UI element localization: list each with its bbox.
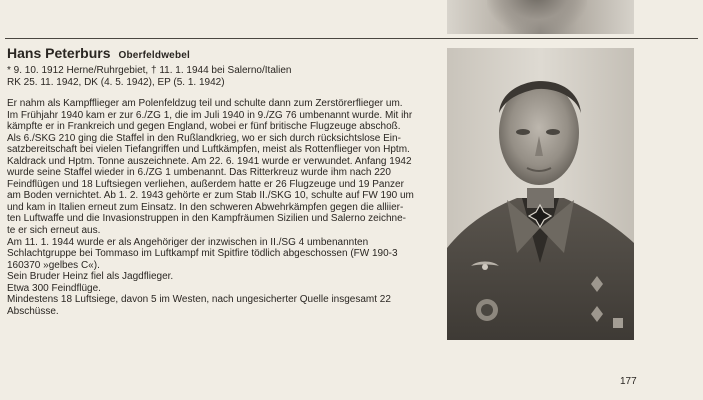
biography-line: ten Luftwaffe und die Invasionstruppen in den Kampfräumen Sizilien und Salerno zeichne-	[7, 213, 406, 225]
biography-line: Als 6./SKG 210 ging die Staffel in den Rußlandkrieg, wo er sich durch rücksichtslose Ein-	[7, 132, 401, 144]
entry-header	[7, 44, 439, 65]
page-number: 177	[620, 376, 637, 387]
biography-line: kämpfte er in Frankreich und gegen England, wobei er fünf britische Flugzeuge abschoß.	[7, 121, 401, 133]
biography-line: Kaldrack und Hptm. Tonne auszeichnete. Am 22. 6. 1941 wurde er verwundet. Anfang 1942	[7, 155, 412, 167]
biography-line: Abschüsse.	[7, 305, 59, 317]
previous-portrait-photo-fragment	[447, 0, 634, 34]
awards-line: RK 25. 11. 1942, DK (4. 5. 1942), EP (5. 1. 1942)	[7, 77, 225, 88]
person-name: Hans Peterburs	[7, 45, 111, 61]
biography-line: Sein Bruder Heinz fiel als Jagdflieger.	[7, 271, 174, 283]
biography-line: und kam in Italien erneut zum Einsatz. In den schweren Abwehrkämpfen gegen die alliier-	[7, 201, 404, 213]
biography-text	[7, 98, 439, 317]
person-rank: Oberfeldwebel	[118, 50, 190, 61]
biography-line: satzbereitschaft bei vielen Tiefangriffen und Luftkämpfen, meist als Rottenflieger von Hptm.	[7, 144, 410, 156]
biography-line: Mindestens 18 Luftsiege, davon 5 im Westen, nach ungesicherter Quelle insgesamt 22	[7, 294, 391, 306]
portrait-photo	[447, 48, 634, 340]
section-divider	[5, 38, 698, 39]
biography-line: Schlachtgruppe bei Tommaso im Luftkampf mit Spitfire tödlich abgeschossen (FW 190-3	[7, 248, 398, 260]
biography-line: wurde seine Staffel wieder in 6./ZG 1 umbenannt. Das Ritterkreuz wurde ihm nach 220	[7, 167, 391, 179]
life-dates: * 9. 10. 1912 Herne/Ruhrgebiet, † 11. 1. 1944 bei Salerno/Italien	[7, 65, 292, 76]
biography-line: Im Frühjahr 1940 kam er zur 6./ZG 1, die im Juli 1940 in 9./ZG 76 umbenannt wurde. Mit ihr	[7, 109, 413, 121]
biography-entry	[7, 44, 439, 317]
biography-line: 160370 »gelbes C«).	[7, 259, 100, 271]
biography-line: Am 11. 1. 1944 wurde er als Angehöriger der inzwischen in II./SG 4 umbenannten	[7, 236, 369, 248]
biography-line: te er sich erneut aus.	[7, 225, 101, 237]
biography-line: am Boden vernichtet. Ab 1. 2. 1943 gehörte er zum Stab II./SKG 10, schulte auf FW 190 um	[7, 190, 414, 202]
biography-line: Etwa 300 Feindflüge.	[7, 282, 101, 294]
biography-line: Er nahm als Kampfflieger am Polenfeldzug teil und schulte dann zum Zerstörerflieger um.	[7, 98, 403, 109]
biography-line: Feindflügen und 18 Luftsiegen verliehen, außerdem hatte er 26 Flugzeuge und 19 Panzer	[7, 178, 404, 190]
